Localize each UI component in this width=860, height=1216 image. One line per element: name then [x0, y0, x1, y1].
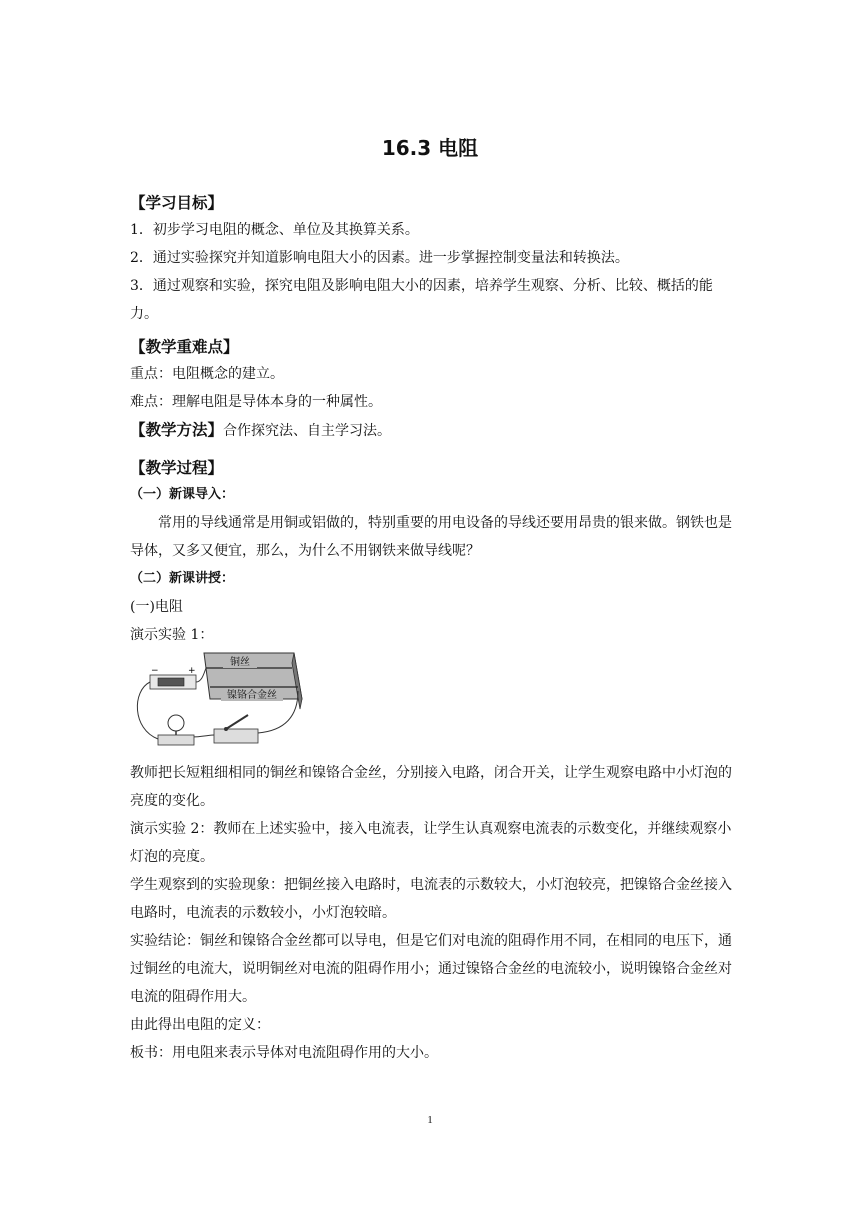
objective-item-1: 1．初步学习电阻的概念、单位及其换算关系。 [130, 222, 419, 238]
methods-text: 合作探究法、自主学习法。 [223, 423, 392, 439]
page-number: 1 [427, 1114, 433, 1126]
circuit-diagram [130, 651, 305, 751]
battery-plus: + [188, 666, 196, 676]
battery-icon [158, 678, 184, 686]
methods-heading: 【教学方法】 [130, 421, 224, 439]
lecture-heading: （二）新课讲授： [130, 571, 235, 586]
switch-base [214, 729, 258, 743]
paragraph-2: 演示实验 2：教师在上述实验中，接入电流表，让学生认真观察电流表的示数变化，并继续观察小灯泡的亮度。 [130, 821, 732, 865]
process-heading: 【教学过程】 [130, 459, 224, 477]
objective-item-3: 3．通过观察和实验，探究电阻及影响电阻大小的因素，培养学生观察、分析、比较、概括的能力。 [130, 278, 713, 322]
paragraph-4: 实验结论：铜丝和镍铬合金丝都可以导电，但是它们对电流的阻碍作用不同，在相同的电压下，通过铜丝的电流大，说明铜丝对电流的阻碍作用小；通过镍铬合金丝的电流较小，说明镍铬合金丝对电流的阻碍作用大。 [130, 933, 732, 1005]
keypoints-heading: 【教学重难点】 [130, 338, 239, 356]
demo-1-label: 演示实验 1： [130, 627, 214, 643]
objectives-heading: 【学习目标】 [130, 194, 224, 212]
battery-minus: − [151, 666, 159, 676]
nichrome-label: 镍铬合金丝 [227, 690, 277, 701]
keypoint-focus: 重点：电阻概念的建立。 [130, 366, 284, 382]
switch-pivot [224, 727, 228, 731]
wire-battery-board [196, 668, 206, 682]
paragraph-3: 学生观察到的实验现象：把铜丝接入电路时，电流表的示数较大，小灯泡较亮，把镍铬合金丝接入电路时，电流表的示数较小，小灯泡较暗。 [130, 877, 732, 921]
wire-left [137, 682, 158, 739]
page-title: 16.3 电阻 [381, 136, 479, 160]
bulb-base [158, 735, 194, 745]
wire-bulb-switch [192, 735, 214, 737]
intro-text: 常用的导线通常是用铜或铝做的，特别重要的用电设备的导线还要用昂贵的银来做。钢铁也是导体，又多又便宜，那么，为什么不用钢铁来做导线呢？ [130, 515, 732, 559]
bulb-icon [168, 715, 184, 731]
document-body [130, 190, 732, 1067]
objective-item-2: 2．通过实验探究并知道影响电阻大小的因素。进一步掌握控制变量法和转换法。 [130, 250, 629, 266]
copper-label: 铜丝 [230, 657, 250, 668]
keypoint-difficulty: 难点：理解电阻是导体本身的一种属性。 [130, 394, 382, 410]
intro-heading: （一）新课导入： [130, 487, 235, 502]
switch-lever-icon [226, 715, 248, 729]
paragraph-5: 由此得出电阻的定义： [130, 1017, 270, 1033]
paragraph-6: 板书：用电阻来表示导体对电流阻碍作用的大小。 [130, 1045, 438, 1061]
section-resistance: (一)电阻 [130, 599, 183, 615]
methods-line [130, 416, 732, 445]
paragraph-1: 教师把长短粗细相同的铜丝和镍铬合金丝，分别接入电路，闭合开关，让学生观察电路中小灯泡的亮度的变化。 [130, 765, 732, 809]
